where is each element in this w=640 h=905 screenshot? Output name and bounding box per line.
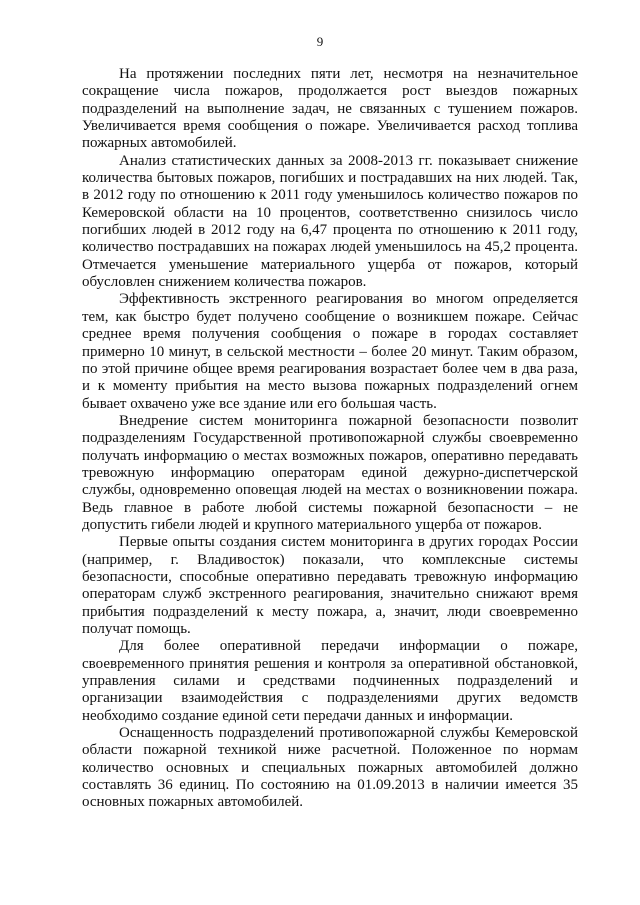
- paragraph-experience-other-cities: Первые опыты создания систем мониторинга в других городах России (например, г. Владивосток) показали, что комплексные системы безопасности, способные оперативно передавать тревожную информацию операторам служб экстренного реагирования, значительно снижают время прибытия подразделений к месту пожара, а, значит, люди своевременно получат помощь.: [82, 534, 578, 637]
- page-number: 9: [316, 34, 324, 49]
- paragraph-equipment-level: Оснащенность подразделений противопожарной службы Кемеровской области пожарной техникой ниже расчетной. Положенное по нормам количество основных и специальных пожарных автомобилей должно составлять 36 единиц. По состоянию на 01.09.2013 в наличии имеется 35 основных пожарных автомобилей.: [82, 725, 578, 811]
- paragraph-statistical-analysis: Анализ статистических данных за 2008-2013 гг. показывает снижение количества бытовых пожаров, погибших и пострадавших на них людей. Так, в 2012 году по отношению к 2011 году уменьшилось количество пожаров по Кемеровской области на 10 процентов, соответственно снизилось число погибших людей в 2012 году на 6,47 процента по отношению к 2011 году, количество пострадавших на пожарах людей уменьшилось на 45,2 процента. Отмечается уменьшение материального ущерба от пожаров, который обусловлен снижением количества пожаров.: [82, 152, 578, 291]
- paragraph-monitoring-systems: Внедрение систем мониторинга пожарной безопасности позволит подразделениям Государственной противопожарной службы своевременно получать информацию о местах возможных пожаров, оперативно передавать тревожную информацию операторам единой дежурно-диспетчерской службы, одновременно оповещая людей на местах о возникновении пожара. Ведь главное в работе любой системы пожарной безопасности – не допустить гибели людей и крупного материального ущерба от пожаров.: [82, 412, 578, 533]
- document-body: [82, 66, 578, 812]
- paragraph-fire-statistics-trend: На протяжении последних пяти лет, несмотря на незначительное сокращение числа пожаров, продолжается рост выездов пожарных подразделений на выполнение задач, не связанных с тушением пожаров. Увеличивается время сообщения о пожаре. Увеличивается расход топлива пожарных автомобилей.: [82, 66, 578, 152]
- paragraph-response-efficiency: Эффективность экстренного реагирования во многом определяется тем, как быстро будет получено сообщение о возникшем пожаре. Сейчас среднее время получения сообщения о пожаре в городах составляет примерно 10 минут, в сельской местности – более 20 минут. Таким образом, по этой причине общее время реагирования возрастает более чем в два раза, и к моменту прибытия на место вызова пожарных подразделений огнем бывает охвачено уже все здание или его большая часть.: [82, 291, 578, 412]
- paragraph-data-network: Для более оперативной передачи информации о пожаре, своевременного принятия решения и контроля за оперативной обстановкой, управления силами и средствами подчиненных подразделений и организации взаимодействия с подразделениями других ведомств необходимо создание единой сети передачи данных и информации.: [82, 638, 578, 724]
